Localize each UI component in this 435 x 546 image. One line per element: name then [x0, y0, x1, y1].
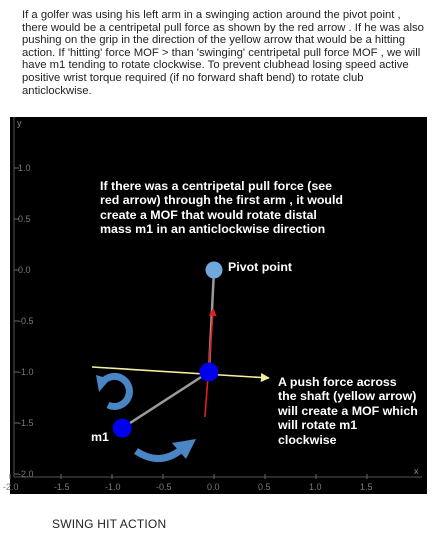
club-shaft-line	[122, 372, 209, 428]
y-axis-label: y	[17, 118, 22, 128]
y-tick-label: 1.0	[18, 163, 31, 173]
x-tick-label: 1.0	[309, 482, 322, 492]
push-force-annotation: A push force across the shaft (yellow arrow) will create a MOF which will rotate m1 clockwise	[278, 375, 418, 447]
y-tick-label: -2.0	[18, 469, 34, 479]
x-tick-label: -2.0	[3, 482, 19, 492]
pivot-point-label: Pivot point	[228, 260, 293, 274]
y-tick-label: 0.5	[18, 214, 31, 224]
x-tick-label: 0.5	[258, 482, 271, 492]
y-tick-label: -1.5	[18, 418, 34, 428]
pivot-point-marker	[206, 262, 223, 279]
y-tick-label: -1.0	[18, 367, 34, 377]
x-tick-label: 0.0	[207, 482, 220, 492]
clockwise-rotation-arrow-icon	[136, 439, 196, 459]
x-tick-label: -1.0	[105, 482, 121, 492]
y-tick-label: -0.5	[18, 316, 34, 326]
x-tick-label: -1.5	[54, 482, 70, 492]
m1-label: m1	[91, 430, 109, 444]
x-tick-label: 1.5	[360, 482, 373, 492]
diagram-plot	[3, 117, 427, 494]
x-tick-label: -0.5	[156, 482, 172, 492]
hinge-point-marker	[199, 363, 218, 382]
figure-title: SWING HIT ACTION	[52, 517, 167, 531]
anticlockwise-rotation-arrow-icon	[96, 375, 129, 406]
y-tick-label: 0.0	[18, 265, 31, 275]
centripetal-annotation: If there was a centripetal pull force (see red arrow) through the first arm , it would create a MOF that would rotate distal mass m1 in an anticlockwise direction	[100, 179, 344, 237]
m1-mass-marker	[113, 419, 132, 438]
description-text: If a golfer was using his left arm in a swinging action around the pivot point , there would be a centripetal pull force as shown by the red arrow . If he was also pushing on the grip in the direction of the yellow arrow that would be a hitting action. If 'hitting' force MOF > than 'swinging' centripetal pull force MOF , we will have m1 tending to rotate clockwise. To prevent clubhead losing speed active positive wrist torque required (if no forward shaft bend) to rotate club anticlockwise.	[22, 9, 424, 97]
x-axis-label: x	[414, 466, 419, 476]
